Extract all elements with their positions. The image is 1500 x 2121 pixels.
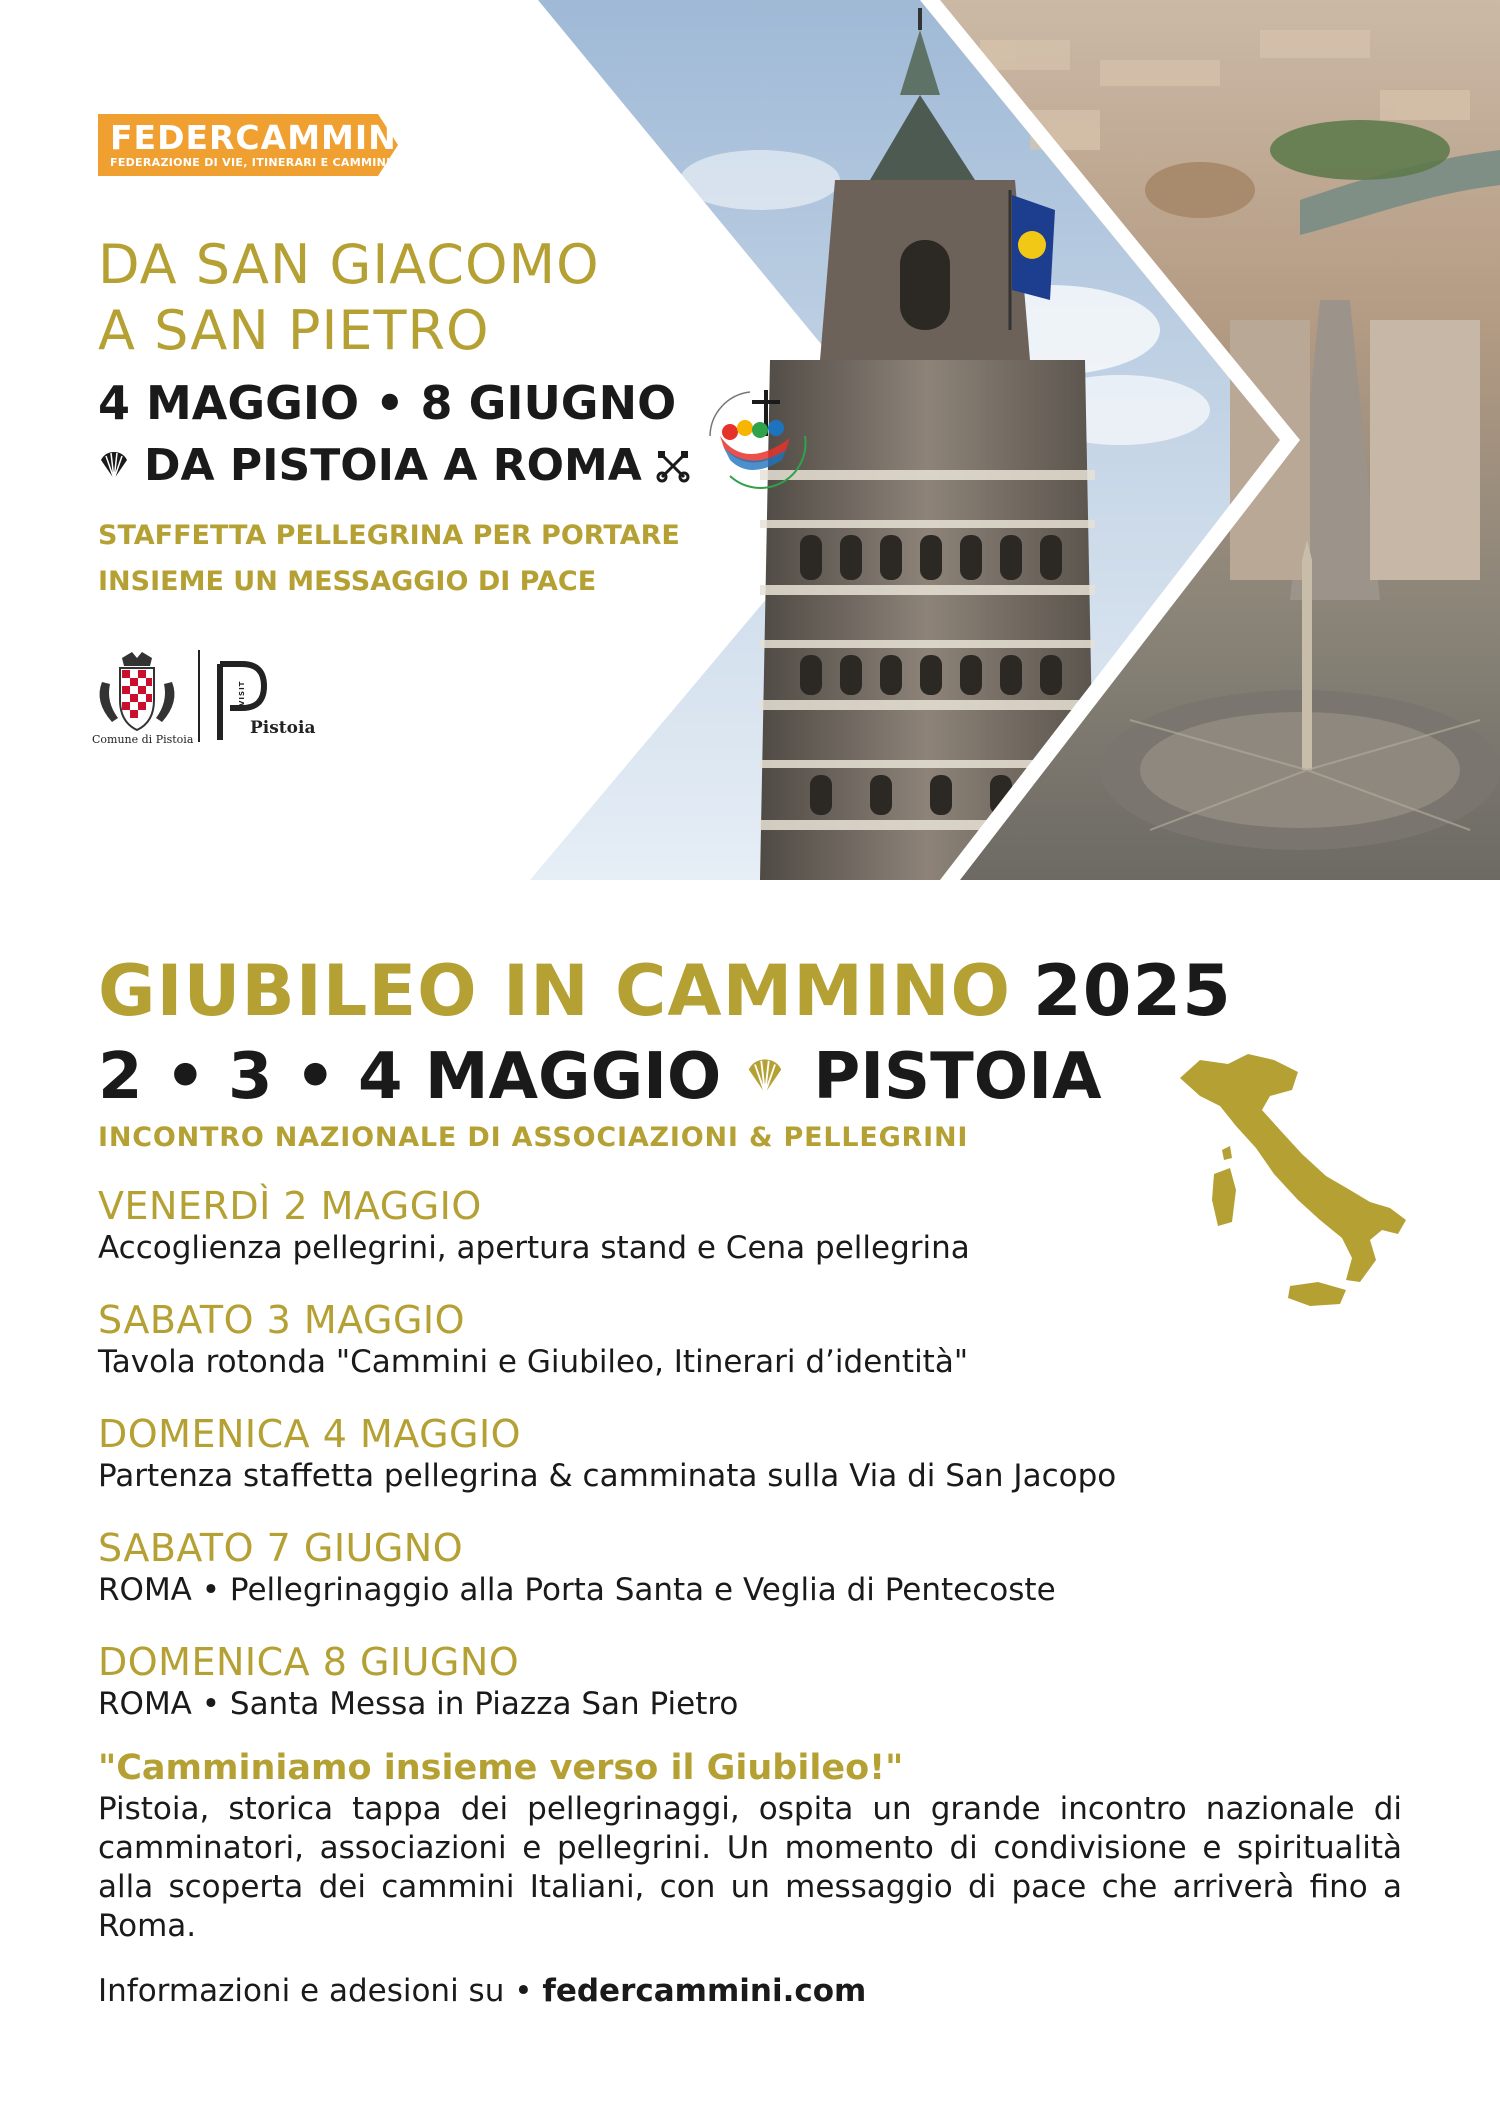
- tagline-line-2: INSIEME UN MESSAGGIO DI PACE: [98, 566, 597, 597]
- jubilee-2025-logo: [690, 376, 820, 496]
- route-text: DA PISTOIA A ROMA: [144, 440, 642, 491]
- logo-subtitle: FEDERAZIONE DI VIE, ITINERARI E CAMMINI: [110, 156, 391, 169]
- italy-map-icon: [1170, 1050, 1410, 1320]
- info-prefix: Informazioni e adesioni su •: [98, 1973, 533, 2009]
- program-day: [98, 1526, 1056, 1610]
- event-year: 2025: [1033, 950, 1232, 1032]
- route-line: [98, 440, 690, 491]
- headline-line-1: DA SAN GIACOMO: [98, 233, 600, 296]
- program-day-description: ROMA • Pellegrinaggio alla Porta Santa e Veglia di Pentecoste: [98, 1572, 1056, 1608]
- program-day-title: DOMENICA 8 GIUGNO: [98, 1640, 520, 1684]
- website-link[interactable]: federcammini.com: [542, 1973, 867, 2009]
- pistoia-label: Pistoia: [250, 718, 316, 738]
- tagline-line-1: STAFFETTA PELLEGRINA PER PORTARE: [98, 520, 680, 551]
- comune-di-pistoia-crest: [92, 652, 182, 744]
- info-line: [98, 1973, 866, 2009]
- event-title-text: GIUBILEO IN CAMMINO: [98, 950, 1012, 1032]
- program-day: [98, 1640, 738, 1724]
- description-paragraph: Pistoia, storica tappa dei pellegrinaggi, ospita un grande incontro nazionale di camminatori, associazioni e pellegrini. Un momento di condivisione e spiritualità alla scoperta dei cammini Italiani, con un messaggio di pace che arriverà fino a Roma.: [98, 1791, 1402, 1944]
- program-day-title: SABATO 3 MAGGIO: [98, 1298, 466, 1342]
- program-day: [98, 1184, 970, 1268]
- event-city: PISTOIA: [813, 1040, 1102, 1114]
- comune-label: Comune di Pistoia: [92, 733, 194, 746]
- visit-label: VISIT: [238, 680, 246, 706]
- headline: [98, 232, 600, 364]
- program-day-description: Accoglienza pellegrini, apertura stand e Cena pellegrina: [98, 1230, 970, 1266]
- program-day-title: SABATO 7 GIUGNO: [98, 1526, 464, 1570]
- logo-divider: [198, 650, 200, 742]
- journey-dates: 4 MAGGIO • 8 GIUGNO: [98, 376, 677, 430]
- program-day-description: Partenza staffetta pellegrina & camminata sulla Via di San Jacopo: [98, 1458, 1117, 1494]
- quote: "Camminiamo insieme verso il Giubileo!": [98, 1748, 904, 1788]
- program-day-description: Tavola rotonda "Cammini e Giubileo, Itinerari d’identità": [98, 1344, 969, 1380]
- scallop-shell-icon: [98, 450, 130, 482]
- headline-line-2: A SAN PIETRO: [98, 299, 490, 362]
- program-day: [98, 1298, 968, 1382]
- event-title: [98, 950, 1232, 1032]
- event-dates-line: [98, 1040, 1102, 1114]
- crossed-keys-icon: [656, 449, 690, 483]
- program-day-title: VENERDÌ 2 MAGGIO: [98, 1184, 482, 1228]
- scallop-shell-icon: [745, 1057, 785, 1097]
- program-day-description: ROMA • Santa Messa in Piazza San Pietro: [98, 1686, 739, 1722]
- event-subtitle: INCONTRO NAZIONALE DI ASSOCIAZIONI & PELLEGRINI: [98, 1122, 969, 1153]
- program-day: [98, 1412, 1116, 1496]
- program-day-title: DOMENICA 4 MAGGIO: [98, 1412, 522, 1456]
- event-dates: 2 • 3 • 4 MAGGIO: [98, 1040, 722, 1114]
- logo-title: FEDERCAMMINI: [110, 118, 411, 157]
- tagline: [98, 513, 680, 605]
